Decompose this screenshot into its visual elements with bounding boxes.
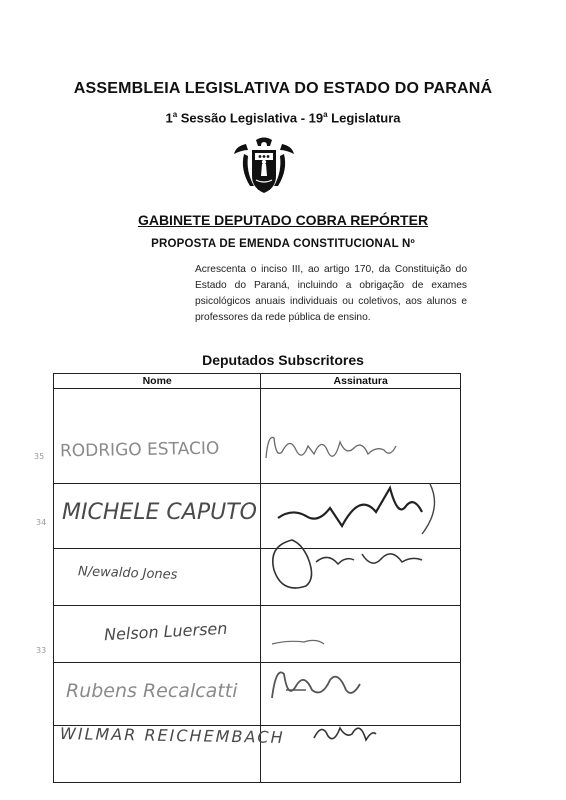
handwritten-name-4: Nelson Luersen <box>103 618 228 645</box>
handwritten-name-3: N/ewaldo Jones <box>77 564 178 583</box>
margin-mark: 35 <box>34 452 45 461</box>
signature-4 <box>268 614 328 654</box>
margin-mark: 33 <box>36 646 47 655</box>
handwritten-name-1: RODRIGO ESTACIO <box>59 438 220 462</box>
signature-3 <box>266 534 436 598</box>
signature-5 <box>266 660 366 710</box>
handwritten-name-5: Rubens Recalcatti <box>66 680 238 702</box>
proposal-label: PROPOSTA DE EMENDA CONSTITUCIONAL Nº <box>151 238 415 250</box>
handwritten-name-2: MICHELE CAPUTO <box>62 500 257 525</box>
session-sup-2: a <box>323 110 328 119</box>
assembly-title: ASSEMBLEIA LEGISLATIVA DO ESTADO DO PARANÁ <box>73 80 493 97</box>
session-middle: Sessão Legislativa - 19 <box>177 110 324 126</box>
column-header-signature: Assinatura <box>261 374 461 389</box>
signatories-title: Deputados Subscritores <box>202 352 364 368</box>
session-ordinal: 1 <box>165 110 173 126</box>
session-line <box>0 110 566 125</box>
column-header-name: Nome <box>54 374 261 389</box>
session-end: Legislatura <box>327 110 401 126</box>
signature-6 <box>310 714 380 748</box>
signature-1 <box>262 428 402 472</box>
session-sup-1: a <box>172 110 178 119</box>
office-name: GABINETE DEPUTADO COBRA REPÓRTER <box>137 212 429 228</box>
margin-mark: 34 <box>36 518 47 527</box>
handwritten-name-below-table: WILMAR REICHEMBACH <box>59 724 285 747</box>
table-header-row <box>54 374 461 389</box>
amendment-summary: Acrescenta o inciso III, ao artigo 170, da Constituição do Estado do Paraná, incluindo a obrigação de exames psicológicos anuais individuais ou coletivos, aos alunos e professores da rede pública de ensino. <box>195 264 467 323</box>
parana-coat-of-arms-icon <box>232 136 296 196</box>
signature-2 <box>272 478 452 538</box>
